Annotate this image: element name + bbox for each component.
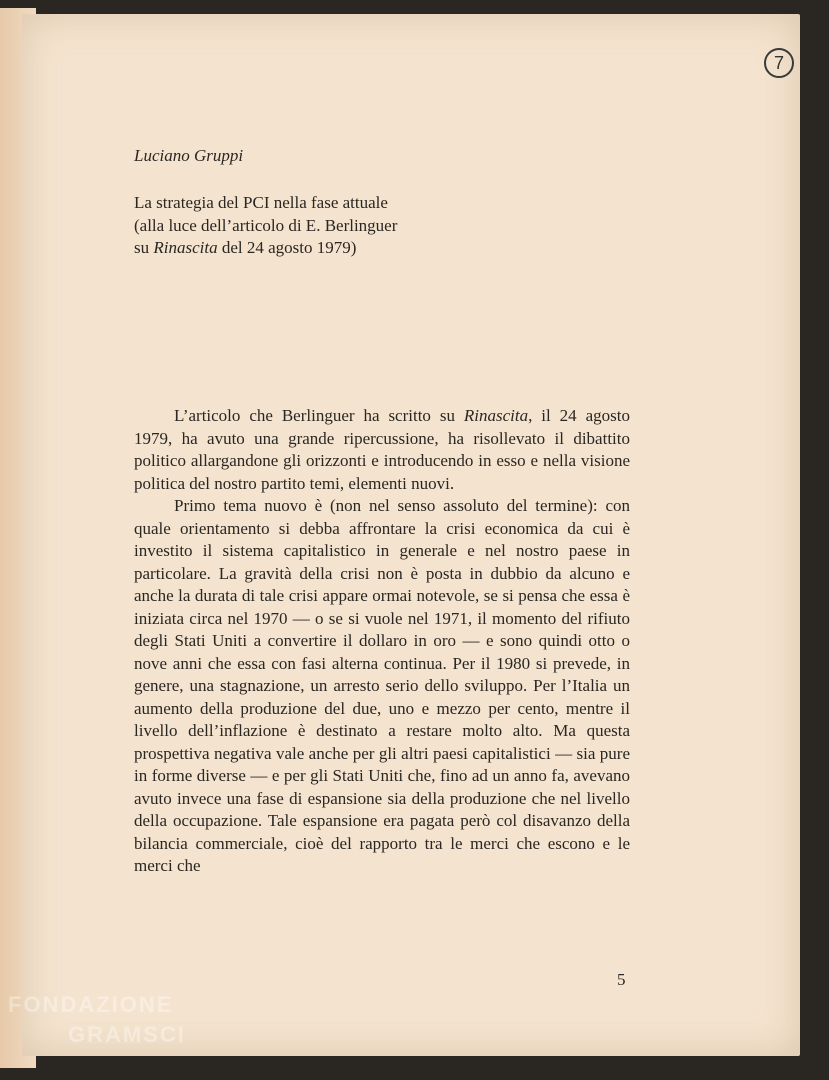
paragraph-1-em: Rinascita — [463, 406, 529, 425]
author-name: Luciano Gruppi — [134, 146, 244, 165]
paragraph-1-pre: L’articolo che Berlinguer ha scritto su — [174, 406, 464, 425]
title-line-1: La strategia del PCI nella fase attuale — [134, 193, 388, 212]
title-line-3-em: Rinascita — [153, 238, 218, 257]
title-line-3-post: del 24 agosto 1979) — [217, 238, 357, 257]
watermark-line-1: FONDAZIONE — [8, 992, 174, 1017]
archive-stamp: 7 — [764, 48, 794, 78]
paragraph-1-post: , il 24 agosto 1979, ha avuto una grande ripercussione, ha risollevato il dibattito politico allargandone gli orizzonti e introducendo in esso e nella visione politica del nostro partito temi, elementi nuovi. — [134, 406, 630, 493]
paragraph-2: Primo tema nuovo è (non nel senso assoluto del termine): con quale orientamento si debba affrontare la crisi economica da cui è investito il sistema capitalistico in generale e nel nostro paese in particolare. La gravità della crisi non è posta in dubbio da alcuno e anche la durata di tale crisi appare ormai notevole, se si pensa che essa è iniziata circa nel 1970 — o se si vuole nel 1971, il momento del rifiuto degli Stati Uniti a convertire il dollaro in oro — e sono quindi otto o nove anni che essa con fasi alterna continua. Per il 1980 si prevede, in genere, una stagnazione, un arresto serio dello sviluppo. Per l’Italia un aumento della produzione del due, uno e mezzo per cento, mentre il livello dell’inflazione è destinato a restare molto alto. Ma questa prospettiva negativa vale anche per gli altri paesi capitalistici — sia pure in forme diverse — e per gli Stati Uniti che, fino ad un anno fa, avevano avuto invece una fase di espansione sia della produzione che nel livello della occupazione. Tale espansione era pagata però col disavanzo della bilancia commerciale, cioè del rapporto tra le merci che escono e le merci che — [134, 496, 630, 875]
article-title — [134, 192, 494, 260]
title-line-2: (alla luce dell’articolo di E. Berlinguer — [134, 215, 398, 235]
article-body — [134, 405, 630, 878]
paragraph-1 — [134, 405, 630, 495]
title-line-3-pre: su — [134, 238, 154, 257]
page-number: 5 — [617, 970, 626, 989]
watermark-line-2: GRAMSCI — [68, 1022, 186, 1047]
title-line-3 — [134, 237, 494, 260]
watermark — [8, 990, 186, 1050]
